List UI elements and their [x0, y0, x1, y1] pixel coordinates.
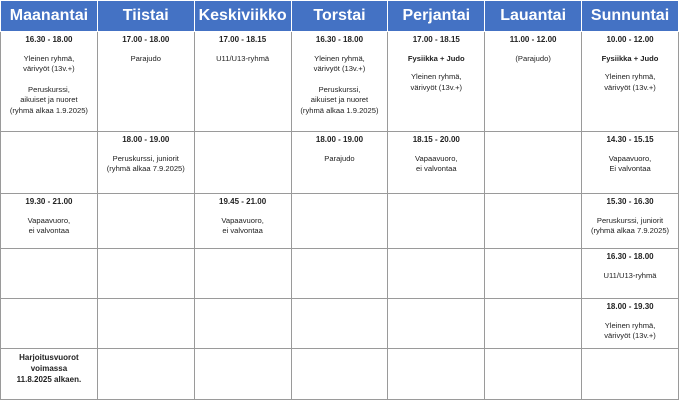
schedule-cell	[388, 349, 485, 400]
session-text: aikuiset ja nuoret	[20, 95, 78, 104]
schedule-row	[1, 249, 679, 299]
session-time: 14.30 - 15.15	[606, 135, 654, 144]
day-header: Tiistai	[97, 1, 194, 32]
validity-note: 11.8.2025 alkaen.	[16, 375, 82, 384]
session-text: Vapaavuoro,	[608, 153, 652, 163]
session-time: 19.30 - 21.00	[25, 197, 73, 206]
schedule-cell	[388, 299, 485, 349]
schedule-cell	[194, 32, 291, 132]
schedule-row	[1, 132, 679, 194]
schedule-cell	[97, 249, 194, 299]
schedule-cell	[97, 132, 194, 194]
schedule-cell	[582, 132, 679, 194]
session-time: 16.30 - 18.00	[315, 35, 364, 44]
schedule-cell	[388, 249, 485, 299]
session-text: Parajudo	[324, 153, 355, 163]
schedule-cell	[485, 249, 582, 299]
session-text: värivyöt (13v.+)	[410, 82, 463, 92]
schedule-row	[1, 194, 679, 249]
schedule-cell	[291, 194, 388, 249]
schedule-cell	[194, 349, 291, 400]
session-text: Ei valvontaa	[609, 164, 651, 173]
schedule-cell	[582, 249, 679, 299]
line-gap	[294, 75, 386, 85]
schedule-cell	[194, 132, 291, 194]
schedule-cell	[97, 299, 194, 349]
session-text: Peruskurssi, juniorit	[596, 215, 664, 225]
session-text: (ryhmä alkaa 7.9.2025)	[106, 164, 185, 173]
schedule-row	[1, 32, 679, 132]
validity-note: Harjoitusvuorot	[19, 353, 79, 362]
session-time: 18.15 - 20.00	[412, 135, 460, 144]
schedule-cell	[97, 32, 194, 132]
line-gap	[3, 75, 95, 85]
session-text: Yleinen ryhmä,	[410, 72, 462, 81]
session-time: 18.00 - 19.00	[315, 135, 364, 144]
session-text: ei valvontaa	[222, 226, 263, 235]
session-text: (ryhmä alkaa 1.9.2025)	[9, 105, 88, 115]
schedule-cell	[485, 132, 582, 194]
day-header: Torstai	[291, 1, 388, 32]
session-text: värivyöt (13v.+)	[313, 64, 366, 73]
session-text: U11/U13-ryhmä	[603, 270, 657, 280]
schedule-cell	[194, 194, 291, 249]
session-time: 17.00 - 18.00	[122, 35, 170, 44]
session-time: 18.00 - 19.30	[606, 302, 654, 311]
session-text: Vapaavuoro,	[221, 215, 264, 225]
schedule-cell	[388, 32, 485, 132]
session-text: (ryhmä alkaa 7.9.2025)	[590, 226, 670, 235]
schedule-row	[1, 349, 679, 400]
session-text: aikuiset ja nuoret	[310, 95, 369, 104]
schedule-cell	[582, 194, 679, 249]
day-header: Maanantai	[1, 1, 98, 32]
session-text: Yleinen ryhmä,	[604, 320, 656, 330]
day-header: Perjantai	[388, 1, 485, 32]
schedule-cell	[97, 194, 194, 249]
schedule-cell	[291, 349, 388, 400]
day-header: Sunnuntai	[582, 1, 679, 32]
schedule-cell	[194, 299, 291, 349]
session-time: 16.30 - 18.00	[606, 252, 654, 261]
session-text: värivyöt (13v.+)	[23, 64, 75, 73]
schedule-cell	[388, 194, 485, 249]
schedule-body	[1, 32, 679, 400]
header-row	[1, 1, 679, 32]
session-text: U11/U13-ryhmä	[216, 53, 270, 63]
schedule-cell	[485, 194, 582, 249]
schedule-cell	[291, 249, 388, 299]
schedule-cell	[1, 32, 98, 132]
session-time: 19.45 - 21.00	[219, 197, 267, 206]
schedule-cell	[582, 299, 679, 349]
session-text: Yleinen ryhmä,	[23, 53, 75, 63]
session-time: 15.30 - 16.30	[606, 197, 654, 206]
validity-note: voimassa	[30, 364, 68, 373]
day-header: Keskiviikko	[194, 1, 291, 32]
session-time: 17.00 - 18.15	[219, 35, 267, 44]
session-text: värivyöt (13v.+)	[604, 331, 656, 340]
session-text: värivyöt (13v.+)	[604, 82, 656, 92]
schedule-cell	[1, 349, 98, 400]
session-text: (ryhmä alkaa 1.9.2025)	[300, 105, 379, 115]
schedule-cell	[97, 349, 194, 400]
session-time: 16.30 - 18.00	[25, 35, 73, 44]
schedule-cell	[291, 299, 388, 349]
schedule-cell	[1, 194, 98, 249]
schedule-cell	[582, 32, 679, 132]
schedule-cell	[194, 249, 291, 299]
schedule-row	[1, 299, 679, 349]
session-text: Yleinen ryhmä,	[604, 72, 656, 81]
schedule-cell	[485, 299, 582, 349]
session-time: 18.00 - 19.00	[122, 135, 170, 144]
schedule-cell	[1, 132, 98, 194]
schedule-cell	[582, 349, 679, 400]
schedule-cell	[291, 132, 388, 194]
schedule-cell	[485, 32, 582, 132]
session-text: ei valvontaa	[416, 164, 457, 173]
session-highlight: Fysiikka + Judo	[601, 53, 659, 63]
schedule-cell	[388, 132, 485, 194]
session-text: Vapaavuoro,	[415, 153, 458, 163]
session-time: 17.00 - 18.15	[412, 35, 460, 44]
schedule-cell	[291, 32, 388, 132]
schedule-cell	[1, 299, 98, 349]
session-highlight: Fysiikka + Judo	[407, 53, 465, 63]
session-text: Peruskurssi,	[318, 84, 361, 94]
session-text: Vapaavuoro,	[27, 215, 71, 225]
session-text: Parajudo	[130, 53, 161, 63]
schedule-cell	[1, 249, 98, 299]
session-text: Yleinen ryhmä,	[314, 53, 365, 63]
session-text: ei valvontaa	[28, 226, 70, 235]
session-time: 11.00 - 12.00	[509, 35, 557, 44]
session-text: Peruskurssi,	[28, 84, 70, 94]
schedule-cell	[485, 349, 582, 400]
session-time: 10.00 - 12.00	[606, 35, 654, 44]
day-header: Lauantai	[485, 1, 582, 32]
session-text: (Parajudo)	[515, 53, 551, 63]
session-text: Peruskurssi, juniorit	[112, 153, 179, 163]
